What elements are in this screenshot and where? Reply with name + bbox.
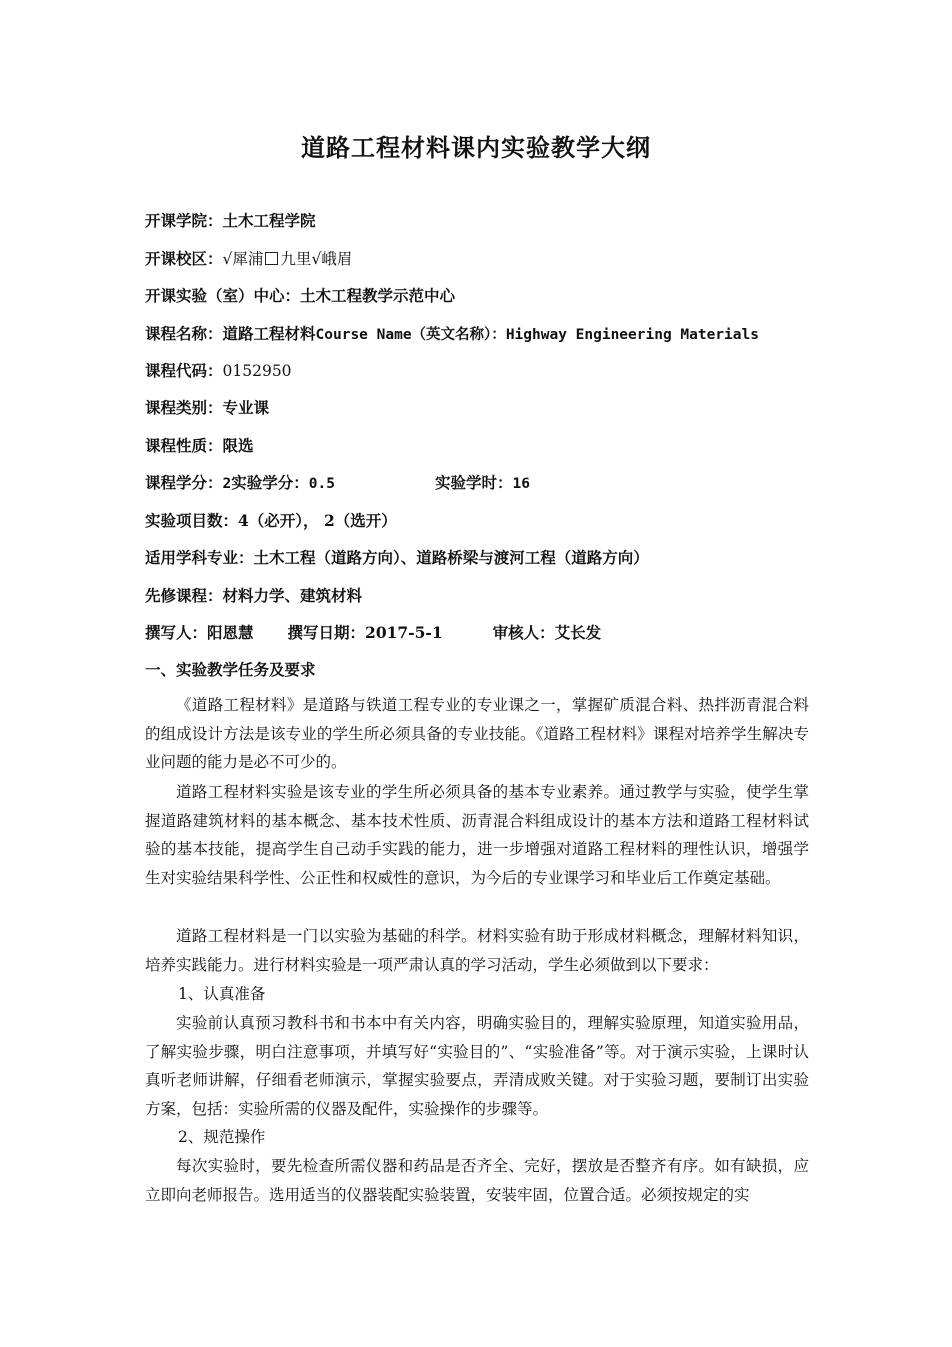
reviewer-label: 审核人： <box>492 623 555 642</box>
date-value: 2017-5-1 <box>365 623 443 642</box>
college-line <box>145 211 316 231</box>
lab-hours-value: 16 <box>512 476 530 492</box>
course-label: 课程名称： <box>145 324 223 343</box>
category-line <box>145 398 269 418</box>
paragraph-2: 道路工程材料实验是该专业的学生所必须具备的基本专业素养。通过教学与实验，使学生掌握道路建筑材料的基本概念、基本技术性质、沥青混合料组成设计的基本方法和道路工程材料试验的基本技能，提高学生自己动手实践的能力，进一步增强对道路工程材料的理性认识，增强学生对实验结果科学性、公正性和权威性的意识，为今后的专业课学习和毕业后工作奠定基础。 <box>145 783 809 887</box>
code-value: 0152950 <box>222 362 292 380</box>
credit-value: 2 <box>222 476 232 492</box>
paragraph-5: 每次实验时，要先检查所需仪器和药品是否齐全、完好，摆放是否整齐有序。如有缺损，应立即向老师报告。选用适当的仪器装配实验装置，安装牢固，位置合适。必须按规定的实 <box>145 1157 809 1204</box>
major-label: 适用学科专业： <box>145 548 254 567</box>
author-value: 阳恩慧 <box>207 623 254 642</box>
center-value: 土木工程教学示范中心 <box>300 286 456 305</box>
document-title: 道路工程材料课内实验教学大纲 <box>301 133 651 162</box>
author-line <box>145 623 601 643</box>
course-en-value: Highway Engineering Materials <box>505 327 759 343</box>
category-value: 专业课 <box>222 398 270 417</box>
paragraph-3: 道路工程材料是一门以实验为基础的科学。材料实验有助于形成材料概念，理解材料知识，培养实践能力。进行材料实验是一项严肃认真的学习活动，学生必须做到以下要求： <box>145 927 809 974</box>
center-line <box>145 286 455 306</box>
date-label: 撰写日期： <box>287 623 366 642</box>
nature-value: 限选 <box>222 436 254 455</box>
nature-label: 课程性质： <box>145 436 223 455</box>
projects-label: 实验项目数： <box>145 511 239 530</box>
course-code-line <box>145 361 292 381</box>
campus-checkbox-empty <box>265 252 278 265</box>
campus-option-emei: 峨眉 <box>321 250 353 268</box>
section1-heading: 一、实验教学任务及要求 <box>145 660 316 679</box>
credit-label: 课程学分： <box>145 473 223 492</box>
category-label: 课程类别： <box>145 398 223 417</box>
credit-line <box>145 473 530 494</box>
prereq-line <box>145 586 362 606</box>
center-label: 开课实验（室）中心： <box>145 286 301 305</box>
major-line <box>145 548 649 568</box>
college-value: 土木工程学院 <box>222 211 316 230</box>
course-name-line <box>145 324 759 345</box>
course-en-label: Course Name（英文名称）： <box>315 327 506 343</box>
lab-hours-label: 实验学时： <box>434 473 513 492</box>
prereq-value: 材料力学、建筑材料 <box>222 586 363 605</box>
projects-value: 4（必开）， 2（选开） <box>238 511 397 530</box>
prereq-label: 先修课程： <box>145 586 223 605</box>
paragraph-4: 实验前认真预习教科书和书本中有关内容，明确实验目的，理解实验原理，知道实验用品，了解实验步骤，明白注意事项，并填写好“实验目的”、“实验准备”等。对于演示实验，上课时认真听老师讲解，仔细看老师演示，掌握实验要点，弄清成败关键。对于实验习题，要制订出实验方案，包括：实验所需的仪器及配件，实验操作的步骤等。 <box>145 1014 809 1118</box>
major-value: 土木工程（道路方向）、道路桥梁与渡河工程（道路方向） <box>253 548 649 567</box>
campus-option-xipu: 犀浦 <box>232 250 264 268</box>
campus-checkmark-3: √ <box>311 250 322 268</box>
college-label: 开课学院： <box>145 211 223 230</box>
campus-checkmark-1: √ <box>222 250 233 268</box>
course-value: 道路工程材料 <box>222 324 316 343</box>
projects-line <box>145 511 397 531</box>
code-label: 课程代码： <box>145 361 223 380</box>
author-label: 撰写人： <box>145 623 208 642</box>
subheading-1: 1、认真准备 <box>178 985 266 1003</box>
subheading-2: 2、规范操作 <box>178 1128 266 1146</box>
campus-label: 开课校区： <box>145 249 223 268</box>
lab-credit-value: 0.5 <box>308 476 335 492</box>
campus-line <box>145 249 352 269</box>
reviewer-value: 艾长发 <box>554 623 602 642</box>
campus-option-jiuli: 九里 <box>280 250 312 268</box>
paragraph-1: 《道路工程材料》是道路与铁道工程专业的专业课之一，掌握矿质混合料、热拌沥青混合料的组成设计方法是该专业的学生所必须具备的专业技能。《道路工程材料》课程对培养学生解决专业问题的能力是必不可少的。 <box>145 696 809 771</box>
nature-line <box>145 436 254 456</box>
lab-credit-label: 实验学分： <box>231 473 309 492</box>
